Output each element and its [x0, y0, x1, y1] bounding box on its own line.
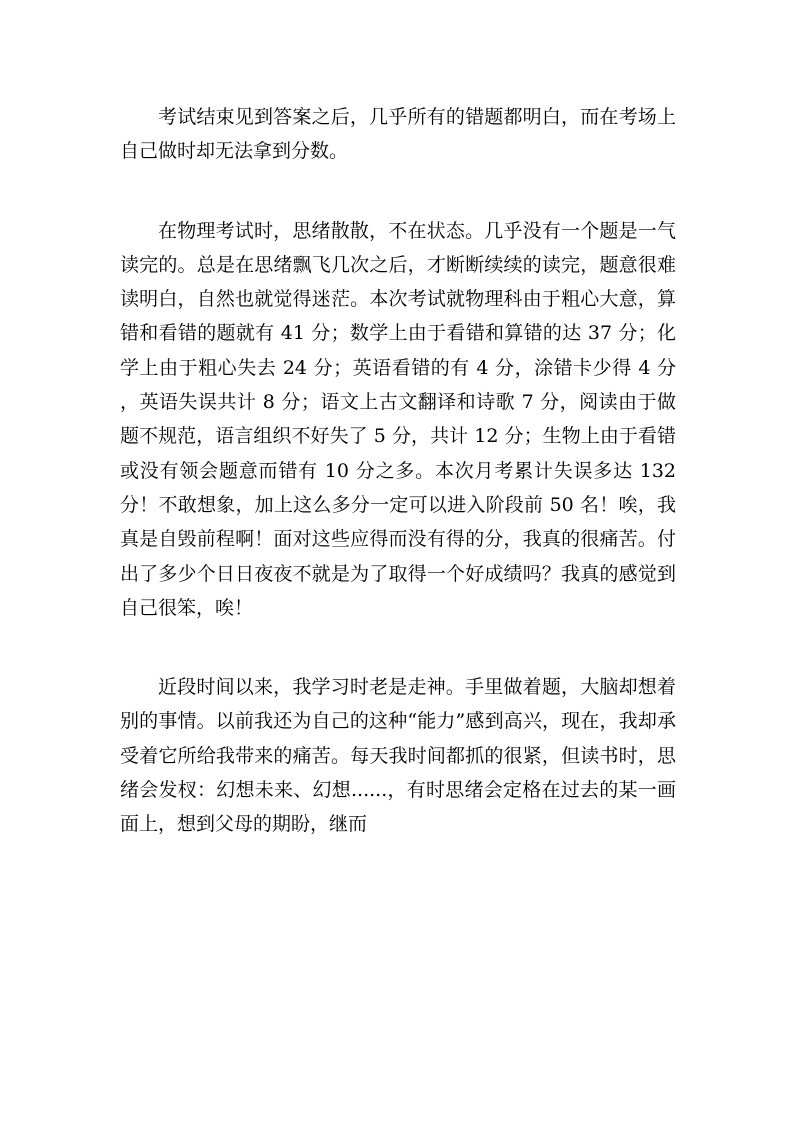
document-body — [120, 100, 676, 842]
paragraph-spacer — [120, 169, 676, 214]
paragraph-2: 在物理考试时，思绪散散，不在状态。几乎没有一个题是一气读完的。总是在思绪飘飞几次之后，才断断续续的读完，题意很难读明白，自然也就觉得迷茫。本次考试就物理科由于粗心大意，算错和看错的题就有 41 分；数学上由于看错和算错的达 37 分；化学上由于粗心失去 24 分；英语看错的有 4 分，涂错卡少得 4 分，英语失误共计 8 分；语文上古文翻译和诗歌 7 分，阅读由于做题不规范，语言组织不好失了 5 分，共计 12 分；生物上由于看错或没有领会题意而错有 10 分之多。本次月考累计失误多达 132 分！不敢想象，加上这么多分一定可以进入阶段前 50 名！唉，我真是自毁前程啊！面对这些应得而没有得的分，我真的很痛苦。付出了多少个日日夜夜不就是为了取得一个好成绩吗？我真的感觉到自己很笨，唉！ — [120, 219, 676, 619]
paragraph-spacer — [120, 625, 676, 670]
paragraph-1: 考试结束见到答案之后，几乎所有的错题都明白，而在考场上自己做时却无法拿到分数。 — [120, 106, 676, 163]
paragraph-3: 近段时间以来，我学习时老是走神。手里做着题，大脑却想着别的事情。以前我还为自己的这种“能力”感到高兴，现在，我却承受着它所给我带来的痛苦。每天我时间都抓的很紧，但读书时，思绪会发杈：幻想未来、幻想......，有时思绪会定格在过去的某一画面上，想到父母的期盼，继而 — [120, 676, 676, 836]
